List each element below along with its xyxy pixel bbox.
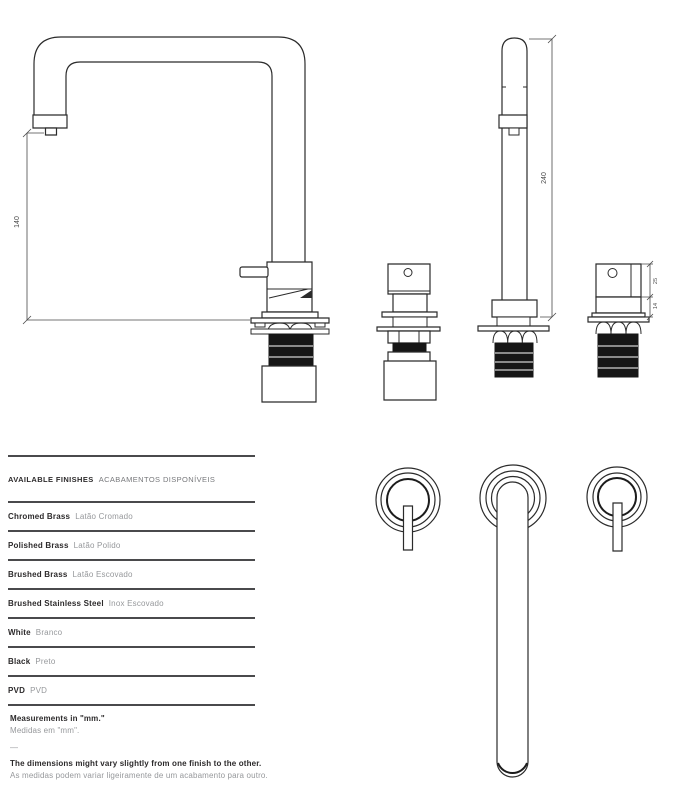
valve2-deck-plate <box>588 317 649 322</box>
dimension-240 <box>529 35 556 321</box>
handle-top-view-left <box>376 468 440 550</box>
faucet-side-view <box>14 37 329 402</box>
spout-deck-plate <box>478 326 549 331</box>
finish-name-pt: PVD <box>30 686 48 695</box>
finish-name-en: PVD <box>8 686 26 695</box>
spout-base-flange <box>492 300 537 317</box>
mixer-body <box>267 262 312 312</box>
spout-aerator <box>499 115 527 128</box>
aerator-nub <box>46 128 57 135</box>
spout-outer-line <box>34 37 305 262</box>
valve2-threaded-shank <box>598 334 638 377</box>
footnotes <box>10 713 268 782</box>
finish-name-pt: Latão Cromado <box>75 512 133 521</box>
dimension-25-14 <box>641 261 659 320</box>
handle-stem-right <box>613 503 622 551</box>
valve-front-view-dimensioned <box>588 261 659 377</box>
handle-stem-left <box>404 506 413 550</box>
aerator-tip <box>33 115 67 128</box>
finish-row <box>8 646 255 675</box>
front-views <box>377 35 659 400</box>
measurements-note-en: Measurements in "mm." <box>10 714 105 723</box>
spout-front-view <box>478 35 556 377</box>
finishes-header-pt: ACABAMENTOS DISPONÍVEIS <box>98 474 216 484</box>
handle-top-view-right <box>587 467 647 551</box>
finish-name-pt: Latão Escovado <box>72 570 133 579</box>
dimension-240-label: 240 <box>541 172 548 184</box>
valve-block <box>384 361 436 400</box>
spout-column <box>502 38 527 300</box>
finish-name-pt: Inox Escovado <box>108 599 164 608</box>
finish-name-pt: Latão Polido <box>73 541 121 550</box>
finish-row <box>8 530 255 559</box>
disclaimer-pt: As medidas podem variar ligeiramente de um acabamento para outro. <box>10 771 268 780</box>
finish-name-en: Chromed Brass <box>8 512 71 521</box>
finish-name-pt: Branco <box>35 628 63 637</box>
bracket-plate <box>251 329 329 334</box>
lever-handle <box>240 267 268 277</box>
finish-name-en: Polished Brass <box>8 541 69 550</box>
spout-arm <box>497 482 528 777</box>
finish-row <box>8 588 255 617</box>
deck-plate <box>251 318 329 323</box>
finishes-table-header <box>8 455 255 501</box>
valve2-hex-nut <box>596 322 641 334</box>
spout-inner-line <box>66 62 272 262</box>
finish-name-en: White <box>8 628 31 637</box>
spout-top-view <box>480 465 546 777</box>
bracket-tab-left <box>255 323 265 327</box>
dimension-140 <box>14 129 250 324</box>
finish-name-en: Black <box>8 657 31 666</box>
bracket-tab-right <box>315 323 325 327</box>
finish-row <box>8 675 255 706</box>
dimension-14-label: 14 <box>653 302 659 310</box>
finish-name-en: Brushed Stainless Steel <box>8 599 104 608</box>
spout-threaded-shank <box>495 343 533 377</box>
spout-hex-nut <box>493 331 537 343</box>
finish-name-pt: Preto <box>35 657 56 666</box>
finish-row <box>8 501 255 530</box>
finishes-table <box>8 455 255 706</box>
base-flange <box>262 312 318 318</box>
valve2-cap <box>596 264 641 297</box>
valve-neck <box>393 294 427 312</box>
valve-hex-nut <box>388 331 430 343</box>
measurements-note-pt: Medidas em "mm". <box>10 726 80 735</box>
dimension-140-label: 140 <box>14 216 21 228</box>
dimension-25-label: 25 <box>653 277 659 285</box>
finish-row <box>8 617 255 646</box>
top-plan-view <box>376 465 647 777</box>
valve-flange <box>382 312 437 317</box>
notes-separator: — <box>10 743 19 752</box>
finish-name-en: Brushed Brass <box>8 570 68 579</box>
finishes-header-en: AVAILABLE FINISHES <box>8 474 94 484</box>
valve-front-view <box>377 264 440 400</box>
finish-row <box>8 559 255 588</box>
disclaimer-en: The dimensions might vary slightly from one finish to the other. <box>10 759 262 768</box>
mounting-block <box>262 366 316 402</box>
valve2-neck <box>596 297 641 313</box>
